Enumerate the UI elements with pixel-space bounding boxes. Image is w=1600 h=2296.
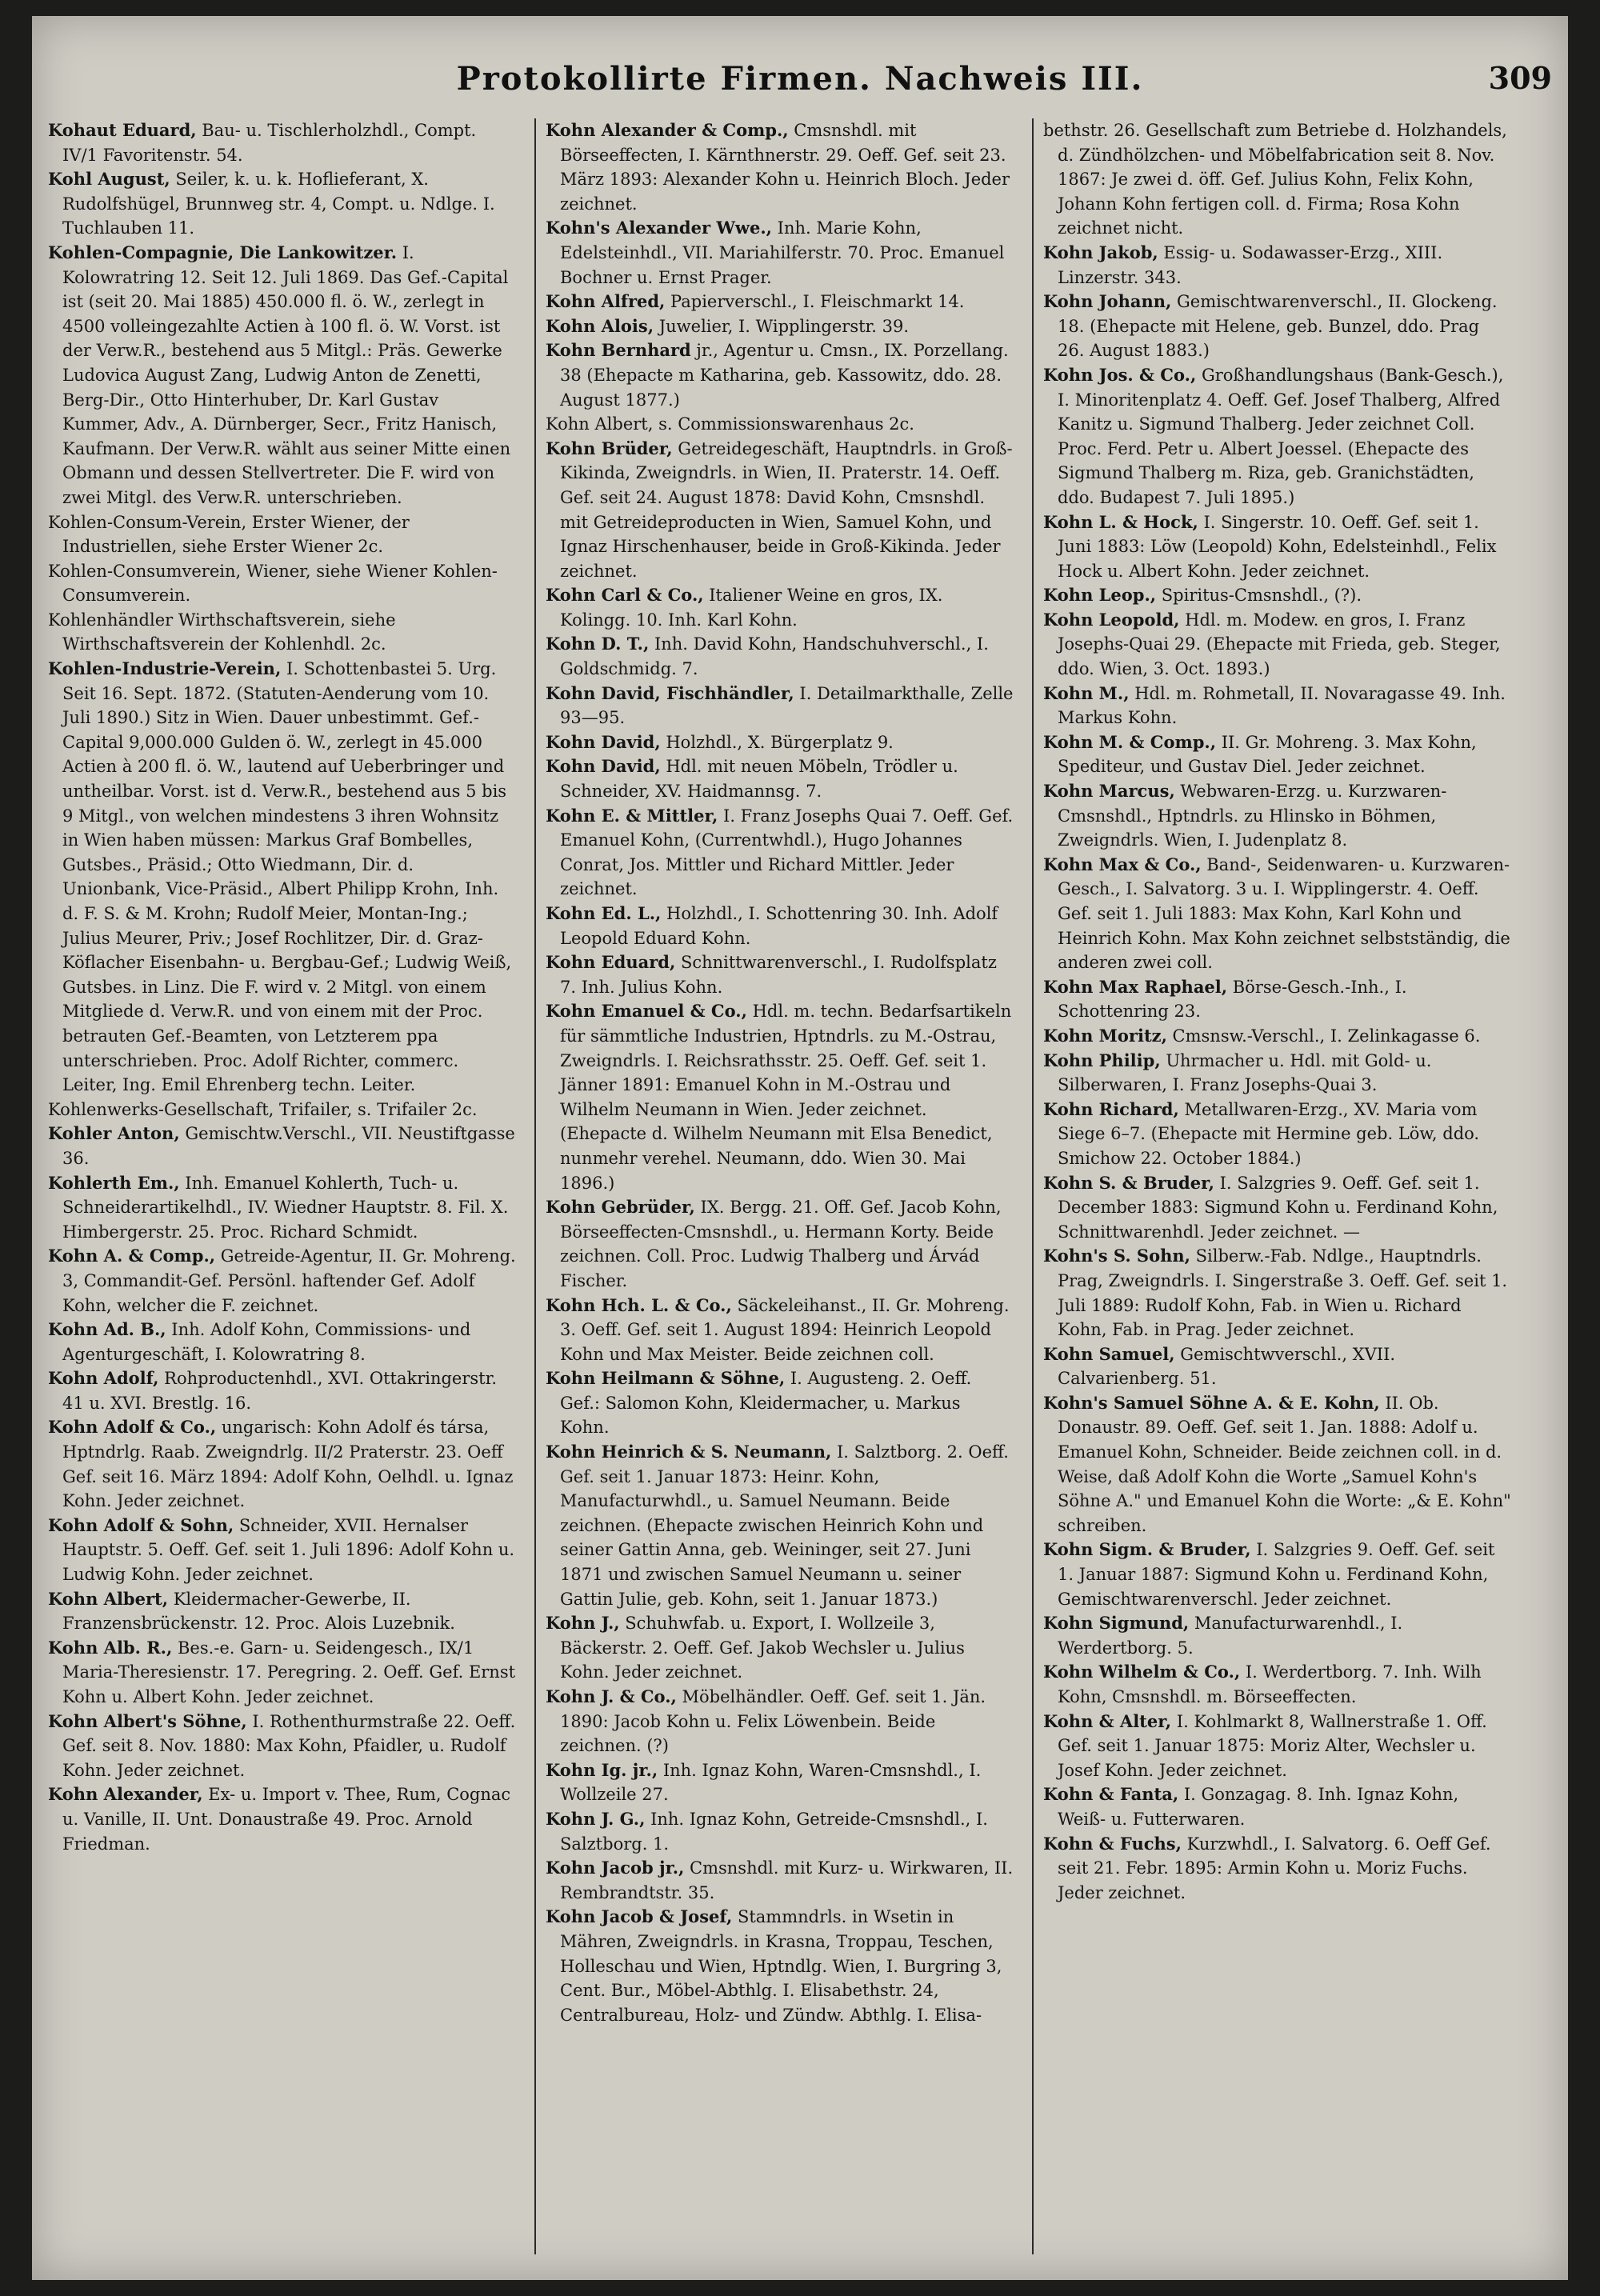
directory-entry (546, 804, 1014, 902)
column-3 (1043, 118, 1511, 2262)
directory-entry (1043, 1538, 1511, 1611)
entry-details: Webwaren-Erzg. u. Kurzwaren-Cmsnshdl., Hptndrls. zu Hlinsko in Böhmen, Zweigndrls. Wien, I. Judenplatz 8. (1058, 782, 1447, 850)
directory-entry (546, 1440, 1014, 1611)
directory-entry (48, 1782, 516, 1856)
entry-firm-name: Kohn Jacob & Josef, (546, 1906, 733, 1927)
entry-details: Stammndrls. in Wsetin in Mähren, Zweigndrls. in Krasna, Troppau, Teschen, Holleschau und Wien, Hptndlg. Wien, I. Burgring 3, Cent. Bur., Möbel-Abthlg. I. Elisabethstr. 24, Centralbureau, Holz- und Zündw. Abthlg. I. Elisa- (560, 1907, 1002, 2025)
directory-entry (1043, 510, 1511, 584)
entry-details: jr., Agentur u. Cmsn., IX. Porzellang. 38 (Ehepacte m Katharina, geb. Kassowitz, ddo. 28. August 1877.) (560, 341, 1009, 410)
entry-details: Möbelhändler. Oeff. Gef. seit 1. Jän. 1890: Jacob Kohn u. Felix Löwenbein. Beide zeichnen. (?) (560, 1687, 986, 1756)
directory-entry (1043, 1024, 1511, 1049)
entry-firm-name: Kohn Hch. L. & Co., (546, 1294, 732, 1315)
directory-entry (48, 118, 516, 167)
directory-entry (1043, 1832, 1511, 1906)
entry-firm-name: Kohn's Samuel Söhne A. & E. Kohn, (1043, 1392, 1380, 1413)
directory-entry (48, 1318, 516, 1366)
page-number: 309 (1488, 60, 1552, 96)
directory-entry (546, 1685, 1014, 1758)
entry-details: Inh. Marie Kohn, Edelsteinhdl., VII. Mariahilferstr. 70. Proc. Emanuel Bochner u. Ernst Prager. (560, 218, 1005, 287)
entry-details: I. Schottenbastei 5. Urg. Seit 16. Sept. 1872. (Statuten-Aenderung vom 10. Juli 1890.) Sitz in Wien. Dauer unbestimmt. Gef.-Capital 9,000.000 Gulden ö. W., zerlegt in 45.000 Actien à 200 fl. ö. W., lautend auf Ueberbringer und untheilbar. Vorst. ist d. Verw.R., bestehend aus 5 bis 9 Mitgl., von welchen mindestens 3 ihren Wohnsitz in Wien haben müssen: Markus Graf Bombelles, Gutsbes., Präsid.; Otto Wiedmann, Dir. d. Unionbank, Vice-Präsid., Albert Philipp Krohn, Inh. d. F. S. & M. Krohn; Rudolf Meier, Montan-Ing.; Julius Meurer, Priv.; Josef Rochlitzer, Dir. d. Graz-Köflacher Eisenbahn- u. Bergbau-Gef.; Ludwig Weiß, Gutsbes. in Linz. Die F. wird v. 2 Mitgl. von einem Mitgliede d. Verw.R. und von einem mit der Proc. betrauten Gef.-Beamten, von Letzterem ppa unterschrieben. Proc. Adolf Richter, commerc. Leiter, Ing. Emil Ehrenberg techn. Leiter. (62, 659, 512, 1095)
directory-entry (48, 1636, 516, 1710)
entry-firm-name: Kohn Bernhard (546, 340, 691, 361)
directory-entry (48, 559, 516, 608)
entry-firm-name: Kohn's S. Sohn, (1043, 1246, 1190, 1266)
directory-entry (546, 1611, 1014, 1685)
entry-firm-name: Kohn Heinrich & S. Neumann, (546, 1442, 832, 1462)
directory-entry (546, 314, 1014, 339)
directory-entry (546, 583, 1014, 632)
directory-entry (1043, 1782, 1511, 1831)
entry-details: Schnittwarenverschl., I. Rudolfsplatz 7. Inh. Julius Kohn. (560, 953, 997, 997)
directory-entry (1043, 730, 1511, 779)
entry-details: Inh. Adolf Kohn, Commissions- und Agenturgeschäft, I. Kolowratring 8. (62, 1320, 471, 1364)
entry-firm-name: Kohn Jos. & Co., (1043, 364, 1197, 385)
directory-entry (48, 167, 516, 241)
entry-firm-name: Kohn Albert, (48, 1588, 169, 1609)
entry-firm-name: Kohn Richard, (1043, 1098, 1179, 1119)
entry-firm-name: Kohn Wilhelm & Co., (1043, 1662, 1241, 1682)
directory-entry (1043, 608, 1511, 682)
page-header (48, 60, 1552, 116)
entry-details: Metallwaren-Erzg., XV. Maria vom Siege 6–7. (Ehepacte mit Hermine geb. Löw, ddo. Smichow 22. October 1884.) (1058, 1099, 1480, 1168)
entry-firm-name: Kohn Alexander & Comp., (546, 120, 789, 140)
entry-details: Spiritus-Cmsnshdl., (?). (1156, 586, 1362, 606)
entry-firm-name: Kohn E. & Mittler, (546, 805, 718, 826)
column-divider (534, 118, 536, 2254)
entry-firm-name: Kohn & Alter, (1043, 1710, 1172, 1731)
entry-details: Holzhdl., X. Bürgerplatz 9. (660, 732, 894, 752)
directory-entry (546, 950, 1014, 999)
entry-details: Großhandlungshaus (Bank-Gesch.), I. Minoritenplatz 4. Oeff. Gef. Josef Thalberg, Alfred Kanitz u. Sigmund Thalberg. Jeder zeichnet Coll. Proc. Ferd. Petr u. Albert Joessel. (Ehepacte des Sigmund Thalberg m. Riza, geb. Granichstädten, ddo. Budapest 7. Juli 1895.) (1058, 365, 1504, 507)
directory-entry (546, 290, 1014, 314)
entry-details: Hdl. mit neuen Möbeln, Trödler u. Schneider, XV. Haidmannsg. 7. (560, 757, 958, 802)
directory-entry (1043, 975, 1511, 1024)
entry-details: bethstr. 26. Gesellschaft zum Betriebe d. Holzhandels, d. Zündhölzchen- und Möbelfabrication seit 8. Nov. 1867: Je zwei d. öff. Gef. Julius Kohn, Felix Kohn, Johann Kohn fertigen coll. d. Firma; Rosa Kohn zeichnet nicht. (1043, 121, 1507, 238)
entry-details: I. Salztborg. 2. Oeff. Gef. seit 1. Januar 1873: Heinr. Kohn, Manufacturwhdl., u. Samuel Neumann. Beide zeichnen. (Ehepacte zwischen Heinrich Kohn und seiner Gattin Anna, geb. Weininger, seit 27. Juni 1871 und zwischen Samuel Neumann u. seiner Gattin Julie, geb. Kohn, seit 1. Januar 1873.) (560, 1442, 1009, 1609)
entry-details: Kohlenwerks-Gesellschaft, Trifailer, s. Trifailer 2c. (48, 1099, 478, 1119)
entry-firm-name: Kohn Moritz, (1043, 1025, 1167, 1046)
column-divider (1032, 118, 1034, 2254)
entry-firm-name: Kohn Max Raphael, (1043, 976, 1228, 997)
entry-details: Kohlen-Consum-Verein, Erster Wiener, der Industriellen, siehe Erster Wiener 2c. (48, 512, 410, 557)
column-1 (48, 118, 516, 2262)
entry-details: Hdl. m. Modew. en gros, I. Franz Josephs-Quai 29. (Ehepacte mit Frieda, geb. Steger, ddo. Wien, 3. Oct. 1893.) (1058, 610, 1501, 679)
directory-entry (546, 902, 1014, 950)
entry-details: Kohlenhändler Wirthschaftsverein, siehe Wirthschaftsverein der Kohlenhdl. 2c. (48, 610, 396, 654)
entry-details: I. Werdertborg. 7. Inh. Wilh Kohn, Cmsnshdl. m. Börseeffecten. (1058, 1662, 1482, 1706)
entry-firm-name: Kohn Leopold, (1043, 609, 1180, 630)
entry-firm-name: Kohn Jacob jr., (546, 1858, 685, 1878)
directory-entry (1043, 118, 1511, 241)
entry-firm-name: Kohn J., (546, 1613, 620, 1634)
entry-details: Getreide-Agentur, II. Gr. Mohreng. 3, Commandit-Gef. Persönl. haftender Gef. Adolf Kohn, welcher die F. zeichnet. (62, 1246, 516, 1315)
directory-entry (546, 999, 1014, 1195)
entry-details: Holzhdl., I. Schottenring 30. Inh. Adolf Leopold Eduard Kohn. (560, 904, 998, 948)
entry-details: Getreidegeschäft, Hauptndrls. in Groß-Kikinda, Zweigndrls. in Wien, II. Praterstr. 14. Oeff. Gef. seit 24. August 1878: David Kohn, Cmsnshdl. mit Getreideproducten in Wien, Samuel Kohn, und Ignaz Hirschenhauser, beide in Groß-Kikinda. Jeder zeichnet. (560, 438, 1013, 581)
directory-entry (1043, 1611, 1511, 1660)
directory-entry (1043, 1244, 1511, 1342)
directory-entry (546, 1905, 1014, 2027)
entry-details: Uhrmacher u. Hdl. mit Gold- u. Silberwaren, I. Franz Josephs-Quai 3. (1058, 1050, 1432, 1095)
directory-entry (48, 1098, 516, 1122)
entry-firm-name: Kohn J. & Co., (546, 1686, 677, 1706)
entry-details: Kohlen-Consumverein, Wiener, siehe Wiener Kohlen-Consumverein. (48, 561, 498, 606)
directory-entry (1043, 1391, 1511, 1538)
entry-details: Säckeleihanst., II. Gr. Mohreng. 3. Oeff. Gef. seit 1. August 1894: Heinrich Leopold Kohn und Max Meister. Beide zeichnen coll. (560, 1295, 1010, 1364)
entry-details: I. Salzgries 9. Oeff. Gef. seit 1. December 1883: Sigmund Kohn u. Ferdinand Kohn, Schnittwarenhdl. Jeder zeichnet. — (1058, 1173, 1498, 1242)
entry-details: ungarisch: Kohn Adolf és társa, Hptndrlg. Raab. Zweigndrlg. II/2 Praterstr. 23. Oeff Gef. seit 16. März 1894: Adolf Kohn, Oelhdl. u. Ignaz Kohn. Jeder zeichnet. (62, 1418, 514, 1511)
entry-firm-name: Kohn & Fanta, (1043, 1784, 1179, 1805)
directory-entry (546, 1758, 1014, 1807)
entry-firm-name: Kohn Alfred, (546, 291, 666, 312)
entry-details: I. Singerstr. 10. Oeff. Gef. seit 1. Juni 1883: Löw (Leopold) Kohn, Edelsteinhdl., Felix Hock u. Albert Kohn. Jeder zeichnet. (1058, 512, 1497, 581)
entry-firm-name: Kohn A. & Comp., (48, 1246, 216, 1266)
entry-firm-name: Kohn Sigm. & Bruder, (1043, 1539, 1251, 1560)
entry-details: Band-, Seidenwaren- u. Kurzwaren-Gesch., I. Salvatorg. 3 u. I. Wipplingerstr. 4. Oeff. Gef. seit 1. Juli 1883: Max Kohn, Karl Kohn und Heinrich Kohn. Max Kohn zeichnet selbstständig, die anderen zwei coll. (1058, 854, 1510, 973)
entry-firm-name: Kohn D. T., (546, 634, 650, 654)
directory-entry (546, 216, 1014, 290)
entry-firm-name: Kohn L. & Hock, (1043, 511, 1198, 532)
entry-firm-name: Kohn Jakob, (1043, 242, 1158, 262)
directory-entry (546, 412, 1014, 437)
directory-entry (1043, 682, 1511, 730)
directory-entry (546, 682, 1014, 730)
directory-entry (546, 338, 1014, 412)
entry-firm-name: Kohn Brüder, (546, 438, 673, 458)
directory-entry (1043, 1171, 1511, 1245)
entry-firm-name: Kohlerth Em., (48, 1172, 180, 1193)
entry-details: Manufacturwarenhdl., I. Werdertborg. 5. (1058, 1614, 1403, 1658)
directory-entry (546, 632, 1014, 681)
entry-details: Essig- u. Sodawasser-Erzg., XIII. Linzerstr. 343. (1058, 242, 1443, 287)
entry-details: Italiener Weine en gros, IX. Kolingg. 10. Inh. Karl Kohn. (560, 586, 943, 630)
page-title: Protokollirte Firmen. Nachweis III. (456, 60, 1144, 98)
entry-details: Cmsnshdl. mit Börseeffecten, I. Kärnthnerstr. 29. Oeff. Gef. seit 23. März 1893: Alexander Kohn u. Heinrich Bloch. Jeder zeichnet. (560, 121, 1010, 214)
directory-entry (48, 1710, 516, 1783)
directory-entry (546, 1856, 1014, 1905)
entry-firm-name: Kohn M., (1043, 682, 1130, 703)
entry-details: Seiler, k. u. k. Hoflieferant, X. Rudolfshügel, Brunnweg str. 4, Compt. u. Ndlge. I. Tuchlauben 11. (62, 170, 495, 238)
directory-entry (1043, 241, 1511, 290)
directory-entry (1043, 1660, 1511, 1709)
entry-firm-name: Kohl August, (48, 169, 170, 190)
entry-firm-name: Kohler Anton, (48, 1123, 180, 1144)
directory-entry (546, 1366, 1014, 1440)
entry-details: I. Augusteng. 2. Oeff. Gef.: Salomon Kohn, Kleidermacher, u. Markus Kohn. (560, 1369, 972, 1438)
directory-entry (48, 1171, 516, 1245)
entry-firm-name: Kohaut Eduard, (48, 120, 197, 140)
entry-details: Inh. David Kohn, Handschuhverschl., I. Goldschmidg. 7. (560, 634, 989, 679)
entry-firm-name: Kohn Alb. R., (48, 1637, 173, 1658)
directory-entry (48, 1415, 516, 1513)
directory-entry (1043, 853, 1511, 975)
directory-entry (546, 437, 1014, 584)
entry-details: Gemischtwverschl., XVII. Calvarienberg. 51. (1058, 1344, 1396, 1389)
entry-firm-name: Kohn David, Fischhändler, (546, 682, 794, 703)
entry-details: I. Salzgries 9. Oeff. Gef. seit 1. Januar 1887: Sigmund Kohn u. Ferdinand Kohn, Gemischtwarenverschl. Jeder zeichnet. (1058, 1540, 1495, 1609)
entry-firm-name: Kohn David, (546, 756, 661, 777)
entry-details: IX. Bergg. 21. Off. Gef. Jacob Kohn, Börseeffecten-Cmsnshdl., u. Hermann Korty. Beide zeichnen. Coll. Proc. Ludwig Thalberg und Árvád Fischer. (560, 1198, 1002, 1290)
entry-details: Börse-Gesch.-Inh., I. Schottenring 23. (1058, 977, 1407, 1022)
entry-details: I. Rothenthurmstraße 22. Oeff. Gef. seit 8. Nov. 1880: Max Kohn, Pfaidler, u. Rudolf Kohn. Jeder zeichnet. (62, 1711, 516, 1780)
directory-entry (1043, 363, 1511, 510)
directory-entry (546, 1294, 1014, 1367)
entry-firm-name: Kohn Adolf, (48, 1368, 159, 1389)
entry-details: Hdl. m. Rohmetall, II. Novaragasse 49. Inh. Markus Kohn. (1058, 683, 1506, 728)
entry-details: Inh. Emanuel Kohlerth, Tuch- u. Schneiderartikelhdl., IV. Wiedner Hauptstr. 8. Fil. X. Himbergerstr. 25. Proc. Richard Schmidt. (62, 1173, 509, 1242)
directory-entry (546, 1195, 1014, 1293)
directory-entry (1043, 583, 1511, 608)
entry-firm-name: Kohn Alexander, (48, 1784, 203, 1805)
entry-details: Bes.-e. Garn- u. Seidengesch., IX/1 Maria-Theresienstr. 17. Peregring. 2. Oeff. Gef. Ernst Kohn u. Albert Kohn. Jeder zeichnet. (62, 1638, 516, 1706)
entry-details: I. Kohlmarkt 8, Wallnerstraße 1. Off. Gef. seit 1. Januar 1875: Moriz Alter, Wechsler u. Josef Kohn. Jeder zeichnet. (1058, 1711, 1487, 1780)
directory-entry (546, 1807, 1014, 1856)
directory-entry (48, 1587, 516, 1636)
entry-details: I. Detailmarkthalle, Zelle 93—95. (560, 683, 1014, 728)
entry-firm-name: Kohn Eduard, (546, 952, 676, 973)
entry-details: Kleidermacher-Gewerbe, II. Franzensbrückenstr. 12. Proc. Alois Luzebnik. (62, 1589, 455, 1634)
directory-entry (48, 657, 516, 1098)
entry-details: Bau- u. Tischlerholzhdl., Compt. IV/1 Favoritenstr. 54. (62, 121, 477, 165)
directory-entry (1043, 1710, 1511, 1783)
entry-firm-name: Kohn Ig. jr., (546, 1759, 658, 1780)
directory-entry (48, 241, 516, 510)
entry-details: I. Kolowratring 12. Seit 12. Juli 1869. Das Gef.-Capital ist (seit 20. Mai 1885) 450.000 fl. ö. W., zerlegt in 4500 volleingezahlte Actien à 100 fl. ö. W. Vorst. ist der Verw.R., bestehend aus 5 Mitgl.: Präs. Gewerke Ludovica August Zang, Ludwig Anton de Zenetti, Berg-Dir., Otto Hinterhuber, Dr. Karl Gustav Kummer, Adv., A. Dürnberger, Secr., Fritz Hanisch, Kaufmann. Der Verw.R. wählt aus seiner Mitte einen Obmann und dessen Stellvertreter. Die F. wird von zwei Mitgl. des Verw.R. unterschrieben. (62, 242, 511, 507)
directory-entry (48, 1366, 516, 1415)
entry-details: Ex- u. Import v. Thee, Rum, Cognac u. Vanille, II. Unt. Donaustraße 49. Proc. Arnold Friedman. (62, 1785, 511, 1854)
entry-firm-name: Kohn Johann, (1043, 291, 1172, 312)
entry-details: Kurzwhdl., I. Salvatorg. 6. Oeff Gef. seit 21. Febr. 1895: Armin Kohn u. Moriz Fuchs. Jeder zeichnet. (1058, 1834, 1491, 1902)
entry-details: II. Ob. Donaustr. 89. Oeff. Gef. seit 1. Jan. 1888: Adolf u. Emanuel Kohn, Schneider. Beide zeichnen coll. in d. Weise, daß Adolf Kohn die Worte „Samuel Kohn's Söhne A." und Emanuel Kohn die Worte: „& E. Kohn" schreiben. (1058, 1393, 1511, 1535)
entry-firm-name: Kohn Sigmund, (1043, 1613, 1190, 1634)
directory-entry (546, 118, 1014, 216)
entry-firm-name: Kohn Emanuel & Co., (546, 1001, 747, 1022)
entry-details: Inh. Ignaz Kohn, Getreide-Cmsnshdl., I. Salztborg. 1. (560, 1809, 988, 1854)
entry-firm-name: Kohn Heilmann & Söhne, (546, 1368, 786, 1389)
entry-firm-name: Kohn Philip, (1043, 1050, 1161, 1070)
entry-firm-name: Kohn Adolf & Sohn, (48, 1514, 234, 1535)
directory-entry (48, 608, 516, 657)
entry-details: Schneider, XVII. Hernalser Hauptstr. 5. Oeff. Gef. seit 1. Juli 1896: Adolf Kohn u. Ludwig Kohn. Jeder zeichnet. (62, 1515, 515, 1585)
entry-firm-name: Kohlen-Industrie-Verein, (48, 658, 282, 679)
entry-firm-name: Kohn Leop., (1043, 585, 1157, 606)
entry-details: Schuhwfab. u. Export, I. Wollzeile 3, Bäckerstr. 2. Oeff. Gef. Jakob Wechsler u. Julius Kohn. Jeder zeichnet. (560, 1614, 965, 1682)
entry-firm-name: Kohn's Alexander Wwe., (546, 218, 772, 238)
entry-firm-name: Kohlen-Compagnie, Die Lankowitzer. (48, 242, 398, 262)
entry-details: Silberw.-Fab. Ndlge., Hauptndrls. Prag, Zweigndrls. I. Singerstraße 3. Oeff. Gef. seit 1. Juli 1889: Rudolf Kohn, Fab. in Wien u. Richard Kohn, Fab. in Prag. Jeder zeichnet. (1058, 1246, 1508, 1340)
entry-firm-name: Kohn M. & Comp., (1043, 731, 1217, 752)
directory-entry (48, 1514, 516, 1587)
directory-entry (1043, 1342, 1511, 1391)
entry-firm-name: Kohn Marcus, (1043, 781, 1175, 802)
entry-details: Gemischtwarenverschl., II. Glockeng. 18. (Ehepacte mit Helene, geb. Bunzel, ddo. Prag 26. August 1883.) (1058, 292, 1498, 361)
entry-firm-name: Kohn S. & Bruder, (1043, 1172, 1214, 1193)
entry-details: Cmsnsw.-Verschl., I. Zelinkagasse 6. (1166, 1026, 1481, 1046)
entry-firm-name: Kohn J. G., (546, 1808, 646, 1829)
entry-firm-name: Kohn Gebrüder, (546, 1197, 695, 1218)
directory-entry (1043, 1049, 1511, 1098)
directory-entry (48, 1122, 516, 1170)
directory-entry (1043, 1098, 1511, 1171)
entry-firm-name: Kohn Samuel, (1043, 1343, 1175, 1364)
entry-details: Kohn Albert, s. Commissionswarenhaus 2c. (546, 414, 914, 434)
directory-entry (1043, 290, 1511, 363)
entry-firm-name: Kohn Alois, (546, 315, 654, 336)
directory-entry (546, 754, 1014, 803)
entry-details: II. Gr. Mohreng. 3. Max Kohn, Spediteur, und Gustav Diel. Jeder zeichnet. (1058, 732, 1477, 777)
entry-details: Juwelier, I. Wipplingerstr. 39. (654, 316, 910, 336)
entry-details: I. Gonzagag. 8. Inh. Ignaz Kohn, Weiß- u. Futterwaren. (1058, 1785, 1459, 1829)
entry-firm-name: Kohn David, (546, 731, 661, 752)
directory-page (32, 16, 1568, 2280)
column-2 (546, 118, 1014, 2262)
entry-details: Cmsnshdl. mit Kurz- u. Wirkwaren, II. Rembrandtstr. 35. (560, 1858, 1014, 1902)
directory-entry (48, 510, 516, 559)
entry-firm-name: Kohn Max & Co., (1043, 854, 1202, 874)
entry-details: I. Franz Josephs Quai 7. Oeff. Gef. Emanuel Kohn, (Currentwhdl.), Hugo Johannes Conrat, Jos. Mittler und Richard Mittler. Jeder zeichnet. (560, 806, 1014, 899)
entry-details: Inh. Ignaz Kohn, Waren-Cmsnshdl., I. Wollzeile 27. (560, 1760, 982, 1805)
entry-firm-name: Kohn Carl & Co., (546, 585, 704, 606)
entry-details: Gemischtw.Verschl., VII. Neustiftgasse 36. (62, 1124, 515, 1168)
directory-entry (48, 1244, 516, 1318)
directory-entry (546, 730, 1014, 755)
entry-details: Rohproductenhdl., XVI. Ottakringerstr. 41 u. XVI. Brestlg. 16. (62, 1369, 498, 1413)
entry-columns (48, 118, 1536, 2262)
entry-firm-name: Kohn Ed. L., (546, 903, 662, 923)
entry-firm-name: Kohn Ad. B., (48, 1319, 166, 1340)
entry-details: Hdl. m. techn. Bedarfsartikeln für sämmtliche Industrien, Hptndrls. zu M.-Ostrau, Zweigndrls. I. Reichsrathsstr. 25. Oeff. Gef. seit 1. Jänner 1891: Emanuel Kohn in M.-Ostrau und Wilhelm Neumann in Wien. Jeder zeichnet. (Ehepacte d. Wilhelm Neumann mit Elsa Benedict, nunmehr verehel. Neumann, ddo. Wien 30. Mai 1896.) (560, 1002, 1012, 1193)
entry-firm-name: Kohn Albert's Söhne, (48, 1710, 247, 1731)
entry-firm-name: Kohn Adolf & Co., (48, 1417, 217, 1438)
entry-details: Papierverschl., I. Fleischmarkt 14. (665, 292, 965, 312)
directory-entry (1043, 779, 1511, 853)
entry-firm-name: Kohn & Fuchs, (1043, 1833, 1182, 1854)
